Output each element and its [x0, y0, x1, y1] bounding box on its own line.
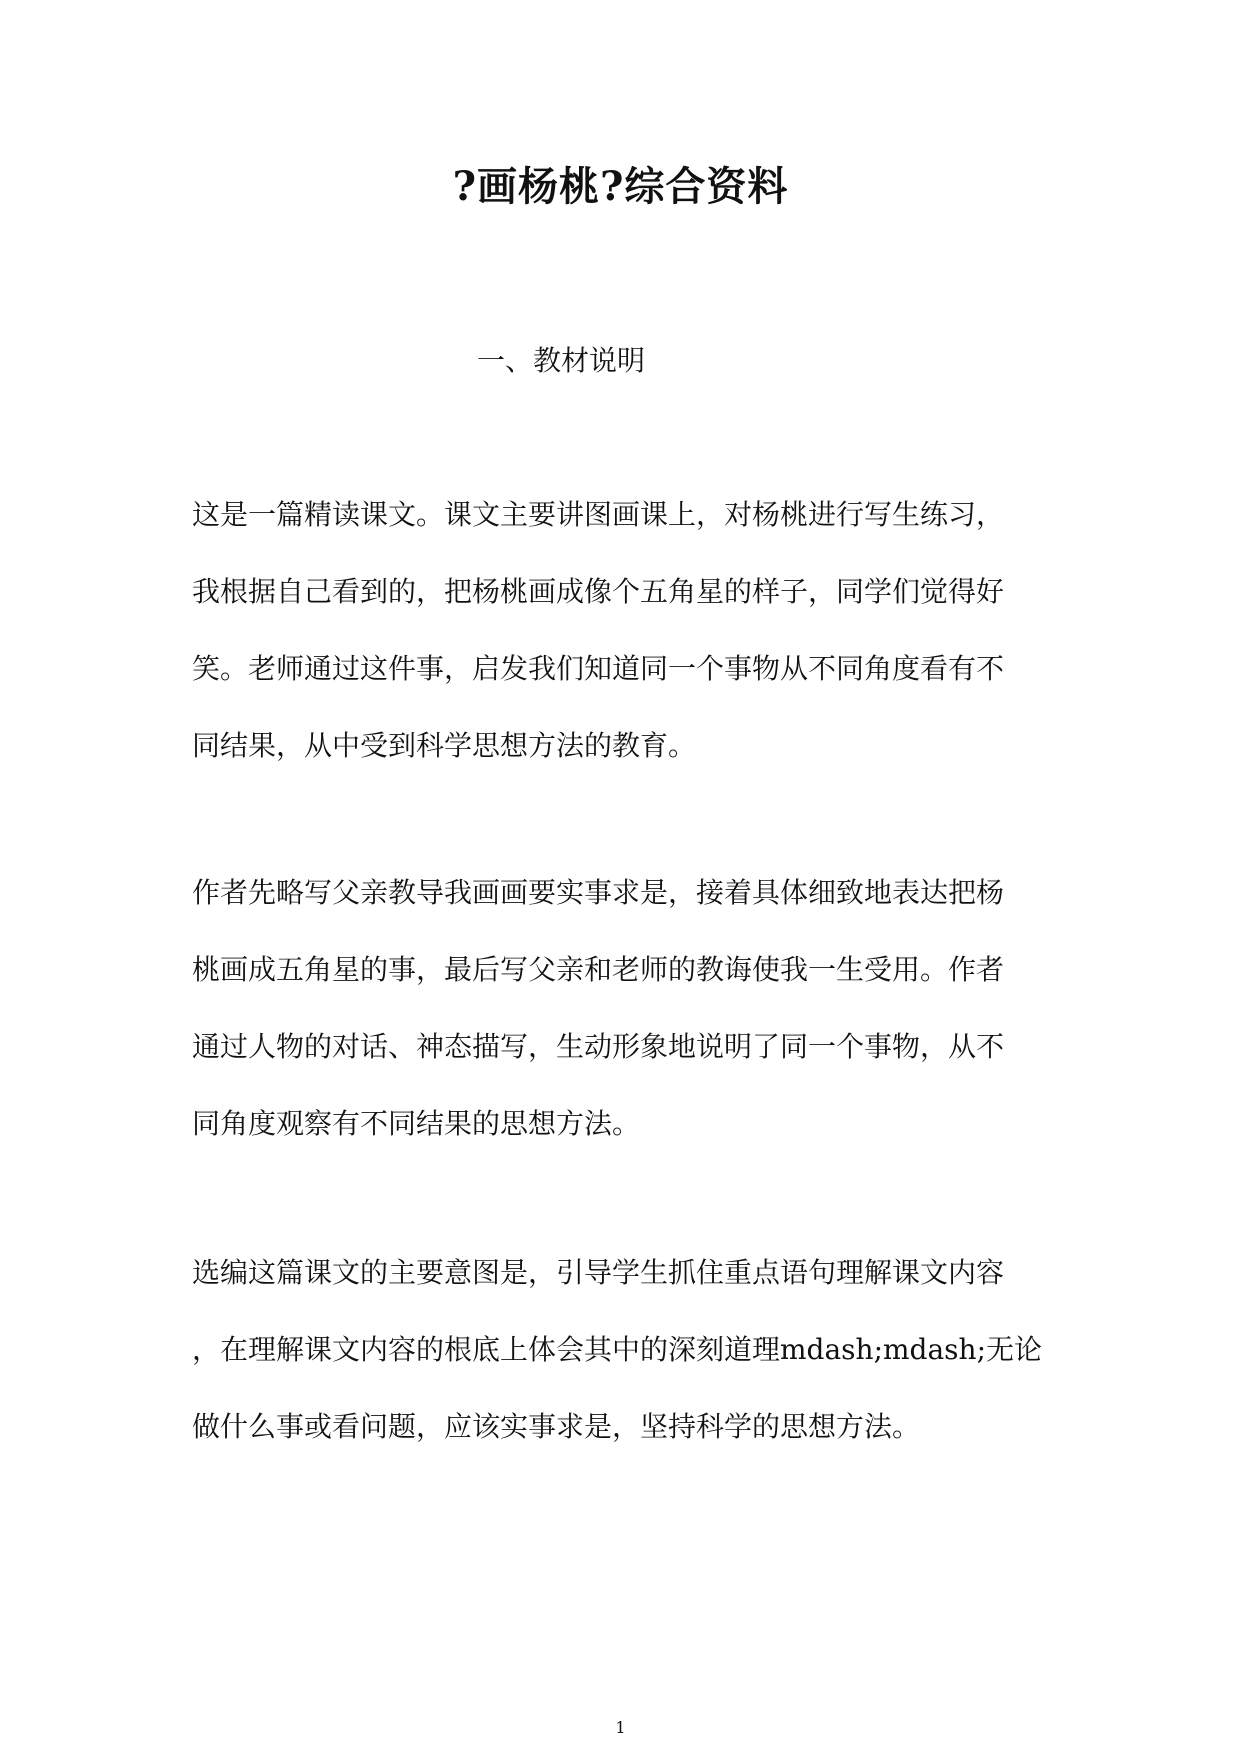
- paragraph-line: 笑。老师通过这件事，启发我们知道同一个事物从不同角度看有不: [192, 652, 1005, 685]
- section-heading: 一、教材说明: [477, 344, 646, 377]
- paragraph-line: 同结果，从中受到科学思想方法的教育。: [192, 729, 697, 762]
- paragraph-author-approach: [192, 854, 1052, 1162]
- paragraph-textbook-description: [192, 476, 1052, 784]
- paragraph-line: 这是一篇精读课文。课文主要讲图画课上，对杨桃进行写生练习，: [192, 498, 1005, 531]
- page-title: ?画杨桃?综合资料: [452, 163, 789, 210]
- page-number: 1: [615, 1718, 626, 1737]
- paragraph-line: 做什么事或看问题，应该实事求是，坚持科学的思想方法。: [192, 1410, 921, 1443]
- paragraph-line: 我根据自己看到的，把杨桃画成像个五角星的样子，同学们觉得好: [192, 575, 1005, 608]
- paragraph-line: 选编这篇课文的主要意图是，引导学生抓住重点语句理解课文内容: [192, 1256, 1005, 1289]
- paragraph-selection-intent: [192, 1234, 1052, 1465]
- paragraph-line: 通过人物的对话、神态描写，生动形象地说明了同一个事物，从不: [192, 1030, 1005, 1063]
- paragraph-line: 同角度观察有不同结果的思想方法。: [192, 1107, 641, 1140]
- paragraph-line: 桃画成五角星的事，最后写父亲和老师的教诲使我一生受用。作者: [192, 953, 1005, 986]
- paragraph-line: 作者先略写父亲教导我画画要实事求是，接着具体细致地表达把杨: [192, 876, 1005, 909]
- paragraph-line: ，在理解课文内容的根底上体会其中的深刻道理mdash;mdash;无论: [192, 1333, 1043, 1366]
